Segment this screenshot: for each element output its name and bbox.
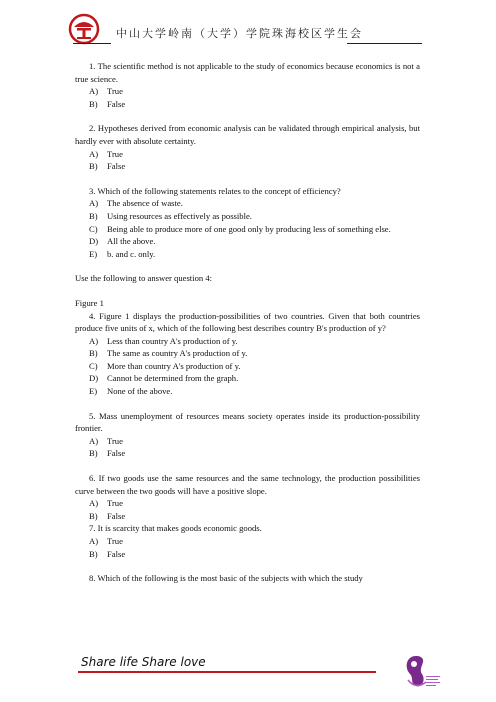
option-text: True xyxy=(107,435,123,446)
option-text: False xyxy=(107,98,126,109)
question-stem: 2. Hypotheses derived from economic analysis can be validated through empirical analysis, but hardly ever with absolute certainty. xyxy=(75,123,420,146)
page-footer xyxy=(0,650,496,702)
option-text: True xyxy=(107,86,123,97)
question-stem: 5. Mass unemployment of resources means society operates inside its production-possibility frontier. xyxy=(75,410,420,434)
question-4 xyxy=(75,310,420,398)
option-letter: B) xyxy=(89,98,98,109)
question-7 xyxy=(75,522,420,560)
footer-slogan: Share life Share love xyxy=(81,655,206,669)
question-stem: 6. If two goods use the same resources and the same technology, the production possibilities curve between the two goods will have a positive slope. xyxy=(75,473,420,496)
answer-option xyxy=(75,98,420,111)
option-text: All the above. xyxy=(107,236,156,247)
option-text: True xyxy=(107,148,123,159)
question-1 xyxy=(75,60,420,110)
option-text: False xyxy=(107,510,126,521)
option-text: Cannot be determined from the graph. xyxy=(107,373,239,384)
option-text: The absence of waste. xyxy=(107,198,183,209)
option-letter: B) xyxy=(89,510,98,521)
page-header xyxy=(0,0,496,48)
answer-option xyxy=(75,497,420,510)
answer-option xyxy=(75,160,420,173)
option-text: False xyxy=(107,161,126,172)
option-text: More than country A's production of y. xyxy=(107,360,241,371)
document-body xyxy=(75,60,420,585)
option-letter: E) xyxy=(89,248,98,259)
header-rule-right xyxy=(347,43,422,44)
option-letter: A) xyxy=(89,498,99,509)
option-text: False xyxy=(107,448,126,459)
answer-option xyxy=(75,372,420,385)
header-rule-left xyxy=(73,43,111,44)
question-stem: 1. The scientific method is not applicable to the study of economics because economics is not a true science. xyxy=(75,61,420,84)
option-letter: B) xyxy=(89,348,98,359)
question-stem: 7. It is scarcity that makes goods economic goods. xyxy=(89,523,262,534)
answer-option xyxy=(75,223,420,236)
option-letter: A) xyxy=(89,198,99,209)
question-6 xyxy=(75,472,420,522)
option-letter: D) xyxy=(89,236,99,247)
option-letter: C) xyxy=(89,360,98,371)
answer-option xyxy=(75,210,420,223)
option-letter: A) xyxy=(89,435,99,446)
question-8 xyxy=(75,572,420,585)
answer-option xyxy=(75,148,420,161)
option-text: False xyxy=(107,548,126,559)
option-letter: C) xyxy=(89,223,98,234)
answer-option xyxy=(75,435,420,448)
option-text: Being able to produce more of one good only by producing less of something else. xyxy=(107,223,391,234)
question-stem: 3. Which of the following statements relates to the concept of efficiency? xyxy=(89,185,341,196)
figure-label: Figure 1 xyxy=(75,297,104,308)
answer-option xyxy=(75,235,420,248)
answer-option xyxy=(75,248,420,261)
option-letter: A) xyxy=(89,536,99,546)
option-text: None of the above. xyxy=(107,386,173,397)
option-letter: B) xyxy=(89,548,98,559)
question-3 xyxy=(75,185,420,261)
question-5 xyxy=(75,410,420,460)
option-letter: E) xyxy=(89,386,98,397)
header-title: 中山大学岭南（大学）学院珠海校区学生会 xyxy=(116,27,363,40)
option-letter: A) xyxy=(89,335,99,346)
option-letter: B) xyxy=(89,161,98,172)
answer-option xyxy=(75,385,420,398)
question-4-intro: Use the following to answer question 4: xyxy=(75,273,213,284)
question-stem: 4. Figure 1 displays the production-possibilities of two countries. Given that both countries produce five units of x, which of the following best describes country B's production of y? xyxy=(75,310,420,334)
footer-rule xyxy=(78,671,376,673)
option-letter: A) xyxy=(89,86,99,97)
answer-option xyxy=(75,548,420,561)
option-letter: B) xyxy=(89,210,98,221)
answer-option xyxy=(75,510,420,523)
question-stem: 8. Which of the following is the most basic of the subjects with which the study xyxy=(89,573,363,584)
option-text: Using resources as effectively as possible. xyxy=(107,210,252,221)
answer-option xyxy=(75,197,420,210)
option-letter: A) xyxy=(89,148,99,159)
answer-option xyxy=(75,447,420,460)
option-text: The same as country A's production of y. xyxy=(107,348,248,359)
option-text: Less than country A's production of y. xyxy=(107,335,238,346)
answer-option xyxy=(75,535,420,548)
answer-option xyxy=(75,335,420,348)
question-2 xyxy=(75,122,420,172)
lingnan-logo-icon xyxy=(68,13,100,45)
option-text: b. and c. only. xyxy=(107,248,156,259)
option-letter: B) xyxy=(89,448,98,459)
answer-option xyxy=(75,360,420,373)
student-union-logo-icon xyxy=(396,650,444,696)
option-text: True xyxy=(107,536,123,546)
option-text: True xyxy=(107,498,123,509)
answer-option xyxy=(75,347,420,360)
answer-option xyxy=(75,85,420,98)
option-letter: D) xyxy=(89,373,99,384)
